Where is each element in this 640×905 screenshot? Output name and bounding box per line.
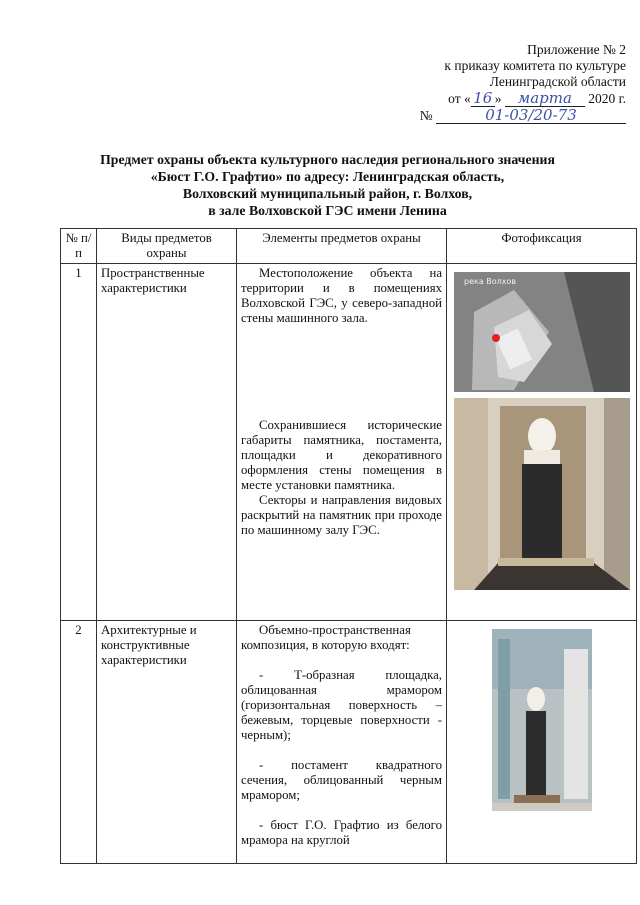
header-cell: Элементы предметов охраны	[237, 229, 447, 264]
table-row	[61, 264, 637, 621]
header-cell: № п/п	[61, 229, 97, 264]
row-elements	[237, 621, 447, 864]
location-map-photo	[454, 272, 630, 392]
row-elements	[237, 264, 447, 621]
protection-table	[60, 228, 637, 864]
handwritten-day: 16	[471, 90, 495, 107]
element-text: Объемно-пространственная композиция, в которую входят:	[241, 623, 411, 652]
handwritten-number: 01-03/20-73	[436, 107, 626, 124]
header-cell: Фотофиксация	[447, 229, 637, 264]
appendix-line: Ленинградской области	[489, 74, 626, 89]
table-row	[61, 621, 637, 864]
row-kind: Архитектурные и конструктивные характеристики	[97, 621, 237, 864]
appendix-block	[366, 42, 626, 124]
row-photos	[447, 621, 637, 864]
element-text: Сохранившиеся исторические габариты памятника, постамента, площадки и декоративного оформления стены помещения в месте установки памятника.	[241, 418, 442, 492]
table-header-row	[61, 229, 637, 264]
appendix-date: от « 16 » марта 2020 г.	[448, 89, 626, 107]
element-text: Секторы и направления видовых раскрытий на памятник при проходе по машинному залу ГЭС.	[241, 493, 442, 537]
document-title: Предмет охраны объекта культурного наследия регионального значения «Бюст Г.О. Графтио» по адресу: Ленинградская область, Волховский муниципальный район, г. Волхов, в зале Волховской ГЭС имени Ленина	[100, 152, 555, 218]
element-text: - бюст Г.О. Графтио из белого мрамора на круглой	[241, 818, 442, 847]
row-number: 2	[61, 621, 97, 864]
monument-hall-photo	[492, 629, 592, 811]
handwritten-month: марта	[505, 90, 585, 107]
element-text: - Т-образная площадка, облицованная мрамором (горизонтальная поверхность – бежевым, торцевые поверхности - черным);	[241, 668, 442, 742]
appendix-number: № 01-03/20-73	[366, 107, 626, 124]
map-label: река Волхов	[463, 277, 516, 286]
row-photos	[447, 264, 637, 621]
element-text: Местоположение объекта на территории и в помещениях Волховской ГЭС, у северо-западной стены машинного зала.	[241, 266, 442, 325]
appendix-line: Приложение № 2	[527, 42, 626, 57]
element-text: - постамент квадратного сечения, облицованный черным мрамором;	[241, 758, 442, 802]
appendix-line: к приказу комитета по культуре	[444, 58, 626, 73]
header-cell: Виды предметов охраны	[97, 229, 237, 264]
row-number: 1	[61, 264, 97, 621]
monument-photo	[454, 398, 630, 590]
row-kind: Пространственные характеристики	[97, 264, 237, 621]
